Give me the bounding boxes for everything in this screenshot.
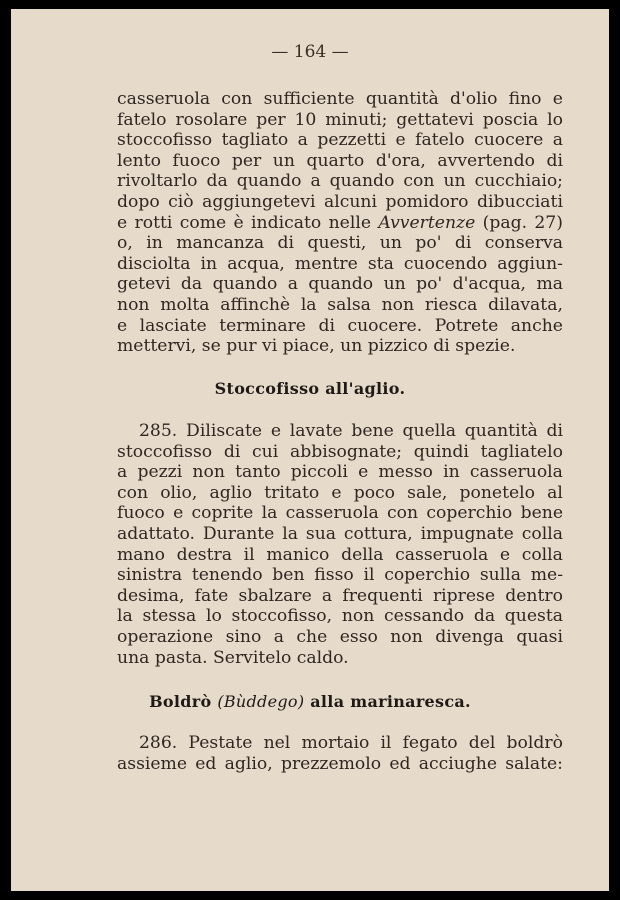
word: e — [270, 421, 282, 441]
word: colla — [521, 523, 563, 544]
word: di — [223, 441, 241, 462]
word: mano — [117, 544, 165, 565]
page-number: — 164 — — [271, 42, 349, 62]
word: sua — [305, 523, 337, 544]
word: salsa — [327, 294, 371, 315]
word: destra — [176, 544, 232, 565]
word: la — [282, 523, 298, 544]
word: sulla — [479, 565, 521, 586]
text-line — [117, 421, 563, 442]
text-line — [117, 316, 563, 337]
recipe-285-body — [117, 421, 563, 668]
word: messo — [378, 462, 433, 483]
word: fino — [508, 89, 542, 109]
word: anche — [510, 315, 563, 336]
word: da — [180, 274, 203, 295]
text-line — [117, 462, 563, 483]
word: stoccofisso — [117, 130, 213, 151]
word: tagliato — [221, 130, 289, 151]
word: dilavata, — [488, 294, 563, 315]
word: non — [390, 626, 423, 647]
word: non — [192, 462, 225, 483]
word: olio, — [160, 482, 198, 503]
word: e — [331, 482, 342, 503]
word: me- — [530, 565, 563, 586]
word: 27) — [534, 212, 563, 233]
word: assieme — [117, 753, 188, 774]
word: fatelo — [117, 109, 167, 130]
word: che — [296, 626, 328, 647]
text-line — [117, 130, 563, 151]
word: quando — [212, 274, 278, 295]
word: e — [552, 89, 563, 109]
paragraph-continued — [117, 89, 563, 357]
recipe-title-stoccofisso: Stoccofisso all'aglio. — [214, 379, 406, 398]
word: il — [380, 733, 392, 753]
word: poscia — [482, 109, 539, 130]
word: quando — [308, 274, 374, 295]
word: sbalzare — [238, 585, 312, 606]
word: minuti; — [325, 109, 388, 130]
word: mancanza — [176, 233, 265, 254]
word: Durante — [202, 523, 275, 544]
word: con — [403, 171, 435, 192]
word: Potrete — [434, 315, 499, 336]
word: a — [287, 274, 298, 295]
word: quantità — [365, 89, 439, 109]
word: cuocere. — [347, 315, 423, 336]
word: di — [454, 233, 472, 254]
word: avvertendo — [437, 150, 535, 171]
word: un — [379, 233, 402, 254]
word: fuoco — [117, 503, 165, 524]
word: a — [321, 585, 333, 606]
word: d'olio — [450, 89, 498, 109]
word: riesca — [424, 294, 478, 315]
text-line — [117, 586, 563, 607]
word: coperchio — [426, 503, 513, 524]
word: dentro — [505, 585, 563, 606]
title-marinaresca: alla marinaresca. — [310, 692, 471, 711]
word: manico — [266, 544, 330, 565]
word: fate — [194, 585, 229, 606]
word: da — [473, 606, 496, 627]
word: quando — [236, 171, 302, 192]
word: prezzemolo — [280, 753, 382, 774]
word: coperchio — [384, 565, 471, 586]
word: Pestate — [188, 733, 253, 753]
word: è — [233, 212, 244, 233]
word: un — [443, 171, 466, 192]
word: e — [117, 212, 128, 233]
word: salate: — [505, 753, 563, 774]
word: cuocendo — [403, 253, 488, 274]
recipe-title-boldro — [11, 692, 609, 711]
word: con — [387, 503, 419, 524]
word: casseruola — [285, 503, 379, 524]
word: un — [383, 274, 406, 295]
word: sino — [225, 626, 262, 647]
word: quantità — [464, 421, 538, 441]
word: acqua, — [227, 253, 285, 274]
word: nel — [263, 733, 291, 753]
word: ma — [536, 274, 563, 295]
word: Avvertenze — [378, 212, 476, 233]
word: adattato. — [117, 523, 195, 544]
word: questi, — [307, 233, 367, 254]
word: piccoli — [290, 462, 348, 483]
text-line — [117, 483, 563, 504]
word: da — [206, 171, 228, 192]
word: fegato — [402, 733, 458, 753]
text-line — [117, 524, 563, 545]
word: fisso — [314, 565, 354, 586]
word: stessa — [142, 606, 197, 627]
word: indicato — [251, 212, 322, 233]
word: riprese — [432, 585, 496, 606]
text-line — [117, 606, 563, 627]
word: affinchè — [220, 294, 291, 315]
word: pezzi — [137, 462, 183, 483]
word: ed — [389, 753, 411, 774]
text-line — [117, 442, 563, 463]
text-line — [117, 89, 563, 110]
word: aglio — [209, 482, 253, 503]
word: di — [318, 315, 335, 336]
text-line — [117, 213, 563, 234]
word: molta — [160, 294, 210, 315]
word: rosolare — [175, 109, 248, 130]
word: getevi — [117, 274, 171, 295]
word: del — [468, 733, 496, 753]
recipe-286-body — [117, 733, 563, 774]
text-line — [117, 254, 563, 275]
word: sta — [367, 253, 394, 274]
word: e — [499, 544, 511, 565]
word: conserva — [484, 233, 563, 254]
word: e — [173, 503, 184, 524]
word: quando — [329, 171, 395, 192]
book-page — [11, 9, 609, 891]
word: poco — [353, 482, 396, 503]
word: abbisognate; — [289, 441, 403, 462]
word: a — [310, 171, 321, 192]
word: per — [256, 109, 286, 130]
word: di — [546, 150, 563, 171]
word: fatelo — [415, 130, 465, 151]
word: quindi — [413, 441, 469, 462]
word: sufficiente — [263, 89, 355, 109]
text-line — [117, 565, 563, 586]
word: (pag. — [482, 212, 528, 233]
word: disciolta — [117, 253, 191, 274]
text-line — [117, 110, 563, 131]
word: cessando — [384, 606, 465, 627]
text-line — [117, 233, 563, 254]
word: sale, — [407, 482, 448, 503]
word: o, — [117, 233, 133, 254]
word: cucchiaio; — [474, 171, 563, 192]
word: impugnate — [420, 523, 514, 544]
word: come — [179, 212, 227, 233]
word: cottura, — [343, 523, 413, 544]
text-line — [117, 295, 563, 316]
word: in — [146, 233, 163, 254]
word: ciò — [168, 191, 194, 212]
word: nelle — [328, 212, 372, 233]
word: per — [231, 150, 262, 171]
word: rotti — [134, 212, 173, 233]
word: e — [358, 462, 369, 483]
word: quasi — [516, 626, 563, 647]
word: aglio, — [224, 753, 273, 774]
title-buddego: (Bùddego) — [217, 692, 305, 711]
word: divenga — [435, 626, 504, 647]
text-line — [117, 151, 563, 172]
word: con — [221, 89, 253, 109]
word: esso — [339, 626, 378, 647]
word: stoccofisso — [117, 441, 213, 462]
word: alcuni — [323, 191, 377, 212]
word: gettatevi — [396, 109, 474, 130]
word: il — [243, 544, 255, 565]
word: d'acqua, — [452, 274, 527, 295]
word: al — [547, 482, 563, 503]
text-line: mettervi, se pur vi piace, un pizzico di spezie. — [117, 336, 516, 357]
text-line — [117, 733, 563, 754]
word: non — [117, 294, 150, 315]
text-line — [117, 274, 563, 295]
word: lento — [117, 150, 161, 171]
word: 285. — [139, 421, 178, 441]
text-line: una pasta. Servitelo caldo. — [117, 647, 349, 668]
word: quella — [402, 421, 457, 441]
word: fuoco — [172, 150, 221, 171]
word: po' — [416, 274, 443, 295]
word: dopo — [117, 191, 160, 212]
word: aggiungetevi — [202, 191, 316, 212]
text-line — [117, 171, 563, 192]
word: quarto — [306, 150, 365, 171]
word: pezzetti — [317, 130, 387, 151]
word: e — [395, 130, 406, 151]
word: questa — [504, 606, 563, 627]
word: bene — [351, 421, 394, 441]
word: mentre — [294, 253, 358, 274]
word: la — [261, 503, 278, 524]
word: frequenti — [342, 585, 423, 606]
word: dibucciati — [476, 191, 563, 212]
word: lavate — [289, 421, 343, 441]
word: di — [546, 421, 563, 441]
text-line — [117, 754, 563, 775]
word: in — [200, 253, 218, 274]
text-line — [117, 503, 563, 524]
word: sinistra — [117, 565, 183, 586]
word: e — [117, 315, 128, 336]
word: coprite — [191, 503, 254, 524]
word: aggiun- — [497, 253, 563, 274]
word: un — [272, 150, 295, 171]
word: rivoltarlo — [117, 171, 198, 192]
word: casseruola — [395, 544, 489, 565]
word: ed — [195, 753, 217, 774]
word: d'ora, — [375, 150, 426, 171]
word: tritato — [264, 482, 320, 503]
word: il — [363, 565, 375, 586]
word: tanto — [235, 462, 281, 483]
word: la — [117, 606, 133, 627]
word: colla — [521, 544, 563, 565]
word: terminare — [219, 315, 306, 336]
word: cuocere — [474, 130, 544, 151]
word: lo — [547, 109, 563, 130]
word: stoccofisso, — [231, 606, 333, 627]
word: non — [341, 606, 375, 627]
word: 10 — [294, 109, 317, 130]
word: lasciate — [139, 315, 207, 336]
word: boldrò — [506, 733, 563, 753]
word: operazione — [117, 626, 214, 647]
word: tagliatelo — [480, 441, 563, 462]
word: cui — [252, 441, 279, 462]
word: di — [277, 233, 295, 254]
word: in — [443, 462, 460, 483]
word: ben — [272, 565, 305, 586]
word: Diliscate — [186, 421, 263, 441]
word: 286. — [139, 733, 178, 753]
text-line — [117, 192, 563, 213]
text-line — [117, 627, 563, 648]
word: lo — [205, 606, 222, 627]
word: desima, — [117, 585, 185, 606]
word: casseruola — [117, 89, 211, 109]
word: della — [341, 544, 384, 565]
word: tenendo — [191, 565, 263, 586]
word: casseruola — [469, 462, 563, 483]
word: pomidoro — [385, 191, 469, 212]
title-boldro: Boldrò — [149, 692, 212, 711]
word: a — [273, 626, 284, 647]
word: con — [117, 482, 149, 503]
word: non — [381, 294, 415, 315]
word: la — [300, 294, 317, 315]
word: acciughe — [418, 753, 498, 774]
word: a — [117, 462, 128, 483]
word: ponetelo — [459, 482, 536, 503]
word: bene — [520, 503, 563, 524]
text-line — [117, 545, 563, 566]
word: mortaio — [301, 733, 370, 753]
word: po' — [415, 233, 442, 254]
word: a — [552, 130, 563, 151]
word: a — [297, 130, 308, 151]
